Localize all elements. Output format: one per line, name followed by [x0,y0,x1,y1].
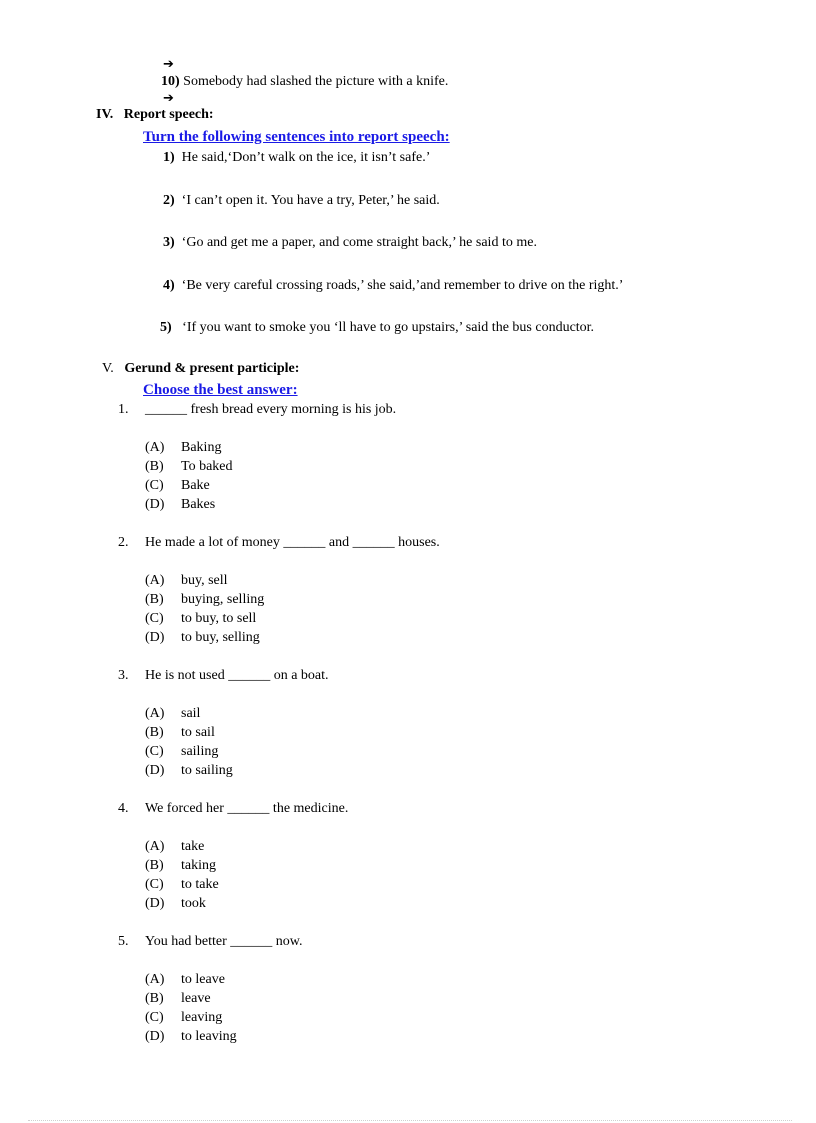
answer-option[interactable] [145,573,228,589]
answer-option[interactable] [145,611,256,627]
option-letter: (D) [145,896,165,911]
item-text: ‘Be very careful crossing roads,’ she said,’and remember to drive on the right.’ [181,278,624,293]
question-10 [161,74,448,90]
section-5-heading [102,361,299,377]
item-text: ‘I can’t open it. You have a try, Peter,’ he said. [181,193,440,208]
option-letter: (C) [145,744,164,759]
answer-option[interactable] [145,1010,222,1026]
report-item [160,320,594,336]
report-item [163,150,430,166]
answer-option[interactable] [145,630,260,646]
question-text: You had better ______ now. [145,934,303,949]
arrow-icon: ➔ [163,91,174,106]
arrow-icon: ➔ [163,57,174,72]
option-text: to take [181,877,219,892]
question-number: 3. [118,668,129,683]
answer-option[interactable] [145,1029,237,1045]
item-text: ‘Go and get me a paper, and come straight back,’ he said to me. [181,235,537,250]
option-text: took [181,896,206,911]
section-5-instruction: Choose the best answer: [143,382,298,398]
option-letter: (A) [145,839,165,854]
item-number: 4) [163,278,175,293]
option-letter: (C) [145,611,164,626]
answer-option[interactable] [145,478,210,494]
question-number: 1. [118,402,129,417]
option-letter: (C) [145,1010,164,1025]
answer-option[interactable] [145,459,233,475]
answer-option[interactable] [145,858,216,874]
option-letter: (D) [145,763,165,778]
option-letter: (B) [145,858,164,873]
question-text: We forced her ______ the medicine. [145,801,349,816]
answer-option[interactable] [145,440,221,456]
item-number: 1) [163,150,175,165]
answer-option[interactable] [145,592,264,608]
option-text: to sailing [181,763,233,778]
option-text: Baking [181,440,222,455]
option-letter: (A) [145,573,165,588]
option-text: sail [181,706,201,721]
section-numeral: IV. [96,107,114,122]
section-title: Report speech: [123,107,214,122]
question-number: 2. [118,535,129,550]
option-letter: (D) [145,497,165,512]
option-text: leave [181,991,211,1006]
option-text: buy, sell [181,573,228,588]
option-text: to buy, selling [181,630,260,645]
option-text: to sail [181,725,215,740]
section-numeral: V. [102,361,114,376]
item-number: 5) [160,320,172,335]
report-item [163,193,440,209]
answer-option[interactable] [145,896,206,912]
mcq-question [118,535,440,551]
question-text: ______ fresh bread every morning is his job. [145,402,397,417]
question-number: 10) [161,74,180,89]
mcq-question [118,402,396,418]
answer-option[interactable] [145,763,233,779]
option-text: Bake [181,478,210,493]
option-letter: (A) [145,440,165,455]
question-text: He is not used ______ on a boat. [145,668,329,683]
report-item [163,235,537,251]
answer-option[interactable] [145,497,215,513]
option-letter: (B) [145,459,164,474]
question-number: 5. [118,934,129,949]
section-title: Gerund & present participle: [124,361,300,376]
section-4-instruction: Turn the following sentences into report speech: [143,129,450,145]
page-bottom-divider [28,1120,792,1121]
item-number: 3) [163,235,175,250]
option-letter: (B) [145,725,164,740]
option-text: to buy, to sell [181,611,257,626]
answer-option[interactable] [145,991,211,1007]
answer-option[interactable] [145,839,204,855]
option-letter: (A) [145,706,165,721]
option-text: buying, selling [181,592,265,607]
option-text: Bakes [181,497,216,512]
mcq-question [118,801,348,817]
option-letter: (C) [145,877,164,892]
item-text: He said,‘Don’t walk on the ice, it isn’t safe.’ [181,150,431,165]
report-item [163,278,623,294]
section-4-heading [96,107,214,123]
question-text: He made a lot of money ______ and ______ houses. [145,535,440,550]
option-letter: (D) [145,630,165,645]
option-text: take [181,839,205,854]
option-letter: (B) [145,592,164,607]
option-letter: (C) [145,478,164,493]
question-text: Somebody had slashed the picture with a knife. [183,74,449,89]
option-letter: (A) [145,972,165,987]
option-text: To baked [181,459,233,474]
item-number: 2) [163,193,175,208]
option-text: leaving [181,1010,223,1025]
answer-option[interactable] [145,744,218,760]
option-text: to leave [181,972,225,987]
option-text: sailing [181,744,219,759]
answer-option[interactable] [145,972,225,988]
mcq-question [118,668,329,684]
option-text: taking [181,858,216,873]
option-text: to leaving [181,1029,237,1044]
option-letter: (D) [145,1029,165,1044]
item-text: ‘If you want to smoke you ‘ll have to go upstairs,’ said the bus conductor. [182,320,595,335]
answer-option[interactable] [145,877,219,893]
answer-option[interactable] [145,706,200,722]
option-letter: (B) [145,991,164,1006]
answer-option[interactable] [145,725,215,741]
mcq-question [118,934,303,950]
question-number: 4. [118,801,129,816]
